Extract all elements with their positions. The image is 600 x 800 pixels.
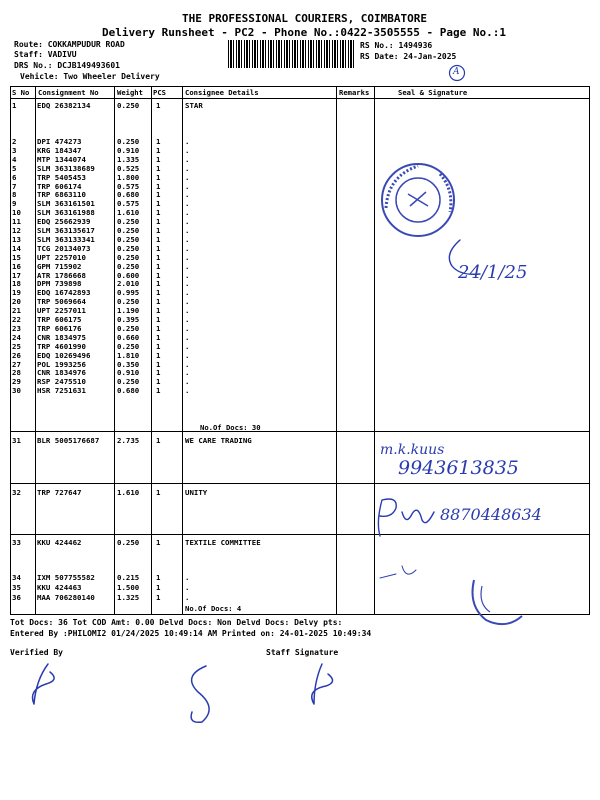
cell-sno: 1 [12, 101, 17, 110]
header-remarks: Remarks [339, 88, 370, 97]
cell-sno: 7 [12, 181, 17, 191]
table-header-border [10, 98, 590, 99]
route-label: Route: COKKAMPUDUR ROAD [14, 40, 125, 49]
cell-pcs: 1 [156, 583, 161, 592]
cell-consignment-no: SLM 363138689 [37, 163, 95, 173]
cell-consignment-no: BLR 5005176687 [37, 436, 100, 445]
cell-consignment-no: DPI 474273 [37, 137, 82, 146]
cell-sno: 31 [12, 436, 21, 445]
cell-consignment-no: SLM 363161988 [37, 208, 95, 218]
cell-pcs: 1 [156, 368, 161, 378]
cell-consignment-no: UPT 2257011 [37, 306, 86, 316]
cell-consignment-no: TCG 20134073 [37, 243, 91, 253]
col-line-4 [182, 86, 183, 614]
cell-sno: 15 [12, 252, 21, 262]
cell-consignment-no: TRP 5069664 [37, 297, 86, 307]
header-seal: Seal & Signature [398, 88, 468, 97]
cell-consignee: . [185, 172, 190, 182]
handwritten-date: 24/1/25 [458, 262, 528, 283]
cell-pcs: 1 [156, 488, 161, 497]
cell-consignee: . [185, 137, 190, 146]
col-line-0 [10, 86, 11, 614]
cell-pcs: 1 [156, 341, 161, 351]
vehicle-label: Vehicle: Two Wheeler Delivery [20, 72, 160, 81]
cell-pcs: 1 [156, 306, 161, 316]
runsheet-title: Delivery Runsheet - PC2 - Phone No.:0422-3505555 - Page No.:1 [102, 26, 506, 39]
cell-sno: 21 [12, 306, 21, 316]
cell-consignment-no: CNR 1834976 [37, 368, 86, 378]
cell-sno: 14 [12, 243, 21, 253]
group-divider-1 [10, 431, 590, 432]
cell-consignee: . [185, 261, 190, 271]
cell-sno: 5 [12, 163, 17, 173]
cell-sno: 22 [12, 315, 21, 324]
header-weight: Weight [117, 88, 143, 97]
cell-sno: 33 [12, 538, 21, 547]
cell-weight: 1.610 [117, 488, 140, 497]
cell-consignee: . [185, 145, 190, 155]
totals-line: Tot Docs: 36 Tot COD Amt: 0.00 Delvd Docs: Non Delvd Docs: Delvy pts: [10, 618, 343, 627]
cell-pcs: 1 [156, 172, 161, 182]
cell-consignee: . [185, 573, 190, 582]
cell-consignee: . [185, 593, 190, 602]
cell-weight: 0.250 [117, 252, 140, 262]
cell-pcs: 1 [156, 234, 161, 244]
cell-consignee: . [185, 226, 190, 235]
cell-pcs: 1 [156, 538, 161, 547]
cell-weight: 1.610 [117, 208, 140, 218]
cell-pcs: 1 [156, 181, 161, 191]
cell-consignment-no: TRP 5405453 [37, 172, 86, 182]
col-line-5 [336, 86, 337, 614]
cell-consignment-no: UPT 2257010 [37, 252, 86, 262]
cell-sno: 9 [12, 199, 17, 209]
cell-sno: 4 [12, 154, 17, 164]
cell-consignment-no: RSP 2475510 [37, 377, 86, 387]
cell-consignee: . [185, 288, 190, 298]
cell-consignment-no: KKU 424462 [37, 538, 82, 547]
cell-weight: 0.660 [117, 332, 140, 342]
cell-consignment-no: EDQ 26382134 [37, 101, 91, 110]
cell-sno: 13 [12, 234, 21, 244]
cell-consignment-no: TRP 4601990 [37, 341, 86, 351]
cell-consignee: UNITY [185, 488, 208, 497]
cell-pcs: 1 [156, 377, 161, 387]
col-line-3 [151, 86, 152, 614]
cell-weight: 0.250 [117, 297, 140, 307]
cell-weight: 0.250 [117, 226, 140, 235]
cell-sno: 11 [12, 217, 21, 227]
group2-doc-count: No.Of Docs: 4 [185, 604, 242, 613]
cell-consignment-no: EDQ 16742893 [37, 288, 91, 298]
handwritten-name: m.k.kuus [380, 442, 445, 458]
cell-pcs: 1 [156, 332, 161, 342]
cell-consignee: TEXTILE COMMITTEE [185, 538, 261, 547]
company-stamp [378, 160, 458, 240]
cell-weight: 0.250 [117, 243, 140, 253]
cell-weight: 0.680 [117, 190, 140, 200]
cell-consignment-no: DPM 739898 [37, 279, 82, 289]
cell-weight: 1.335 [117, 154, 140, 164]
cell-consignee: . [185, 234, 190, 244]
cell-consignee: WE CARE TRADING [185, 436, 252, 445]
cell-consignee: . [185, 350, 190, 360]
cell-weight: 0.250 [117, 261, 140, 271]
cell-weight: 0.910 [117, 145, 140, 155]
cell-sno: 25 [12, 341, 21, 351]
cell-weight: 1.190 [117, 306, 140, 316]
rs-date: RS Date: 24-Jan-2025 [360, 52, 457, 61]
cell-consignment-no: POL 1993256 [37, 359, 86, 369]
cell-consignment-no: GPM 715902 [37, 261, 82, 271]
staff-signature [296, 660, 346, 710]
cell-sno: 24 [12, 332, 21, 342]
cell-consignee: . [185, 359, 190, 369]
cell-pcs: 1 [156, 315, 161, 324]
cell-pcs: 1 [156, 359, 161, 369]
staff-signature-label: Staff Signature [266, 648, 339, 657]
cell-pcs: 1 [156, 154, 161, 164]
group-divider-3 [10, 534, 590, 535]
cell-weight: 0.600 [117, 270, 140, 280]
cell-weight: 1.800 [117, 172, 140, 182]
cell-weight: 0.250 [117, 137, 140, 146]
cell-consignee: . [185, 297, 190, 307]
cell-sno: 30 [12, 386, 21, 396]
cell-pcs: 1 [156, 323, 161, 333]
entered-by-line: Entered By :PHILOMI2 01/24/2025 10:49:14 AM Printed on: 24-01-2025 10:49:34 [10, 629, 372, 638]
cell-pcs: 1 [156, 199, 161, 209]
cell-pcs: 1 [156, 350, 161, 360]
cell-sno: 16 [12, 261, 21, 271]
cell-sno: 10 [12, 208, 21, 218]
cell-consignee: . [185, 368, 190, 378]
cell-consignee: . [185, 332, 190, 342]
barcode [228, 40, 356, 68]
cell-pcs: 1 [156, 208, 161, 218]
cell-weight: 0.680 [117, 386, 140, 396]
cell-consignee: . [185, 270, 190, 280]
cell-consignee: . [185, 181, 190, 191]
cell-consignment-no: KKU 424463 [37, 583, 82, 592]
cell-consignee: . [185, 163, 190, 173]
cell-pcs: 1 [156, 163, 161, 173]
header-pcs: PCS [153, 88, 166, 97]
cell-weight: 0.250 [117, 323, 140, 333]
cell-sno: 29 [12, 377, 21, 387]
cell-consignment-no: TRP 606176 [37, 323, 82, 333]
cell-consignee: . [185, 306, 190, 316]
cell-weight: 0.910 [117, 368, 140, 378]
header-consignment: Consignment No [38, 88, 99, 97]
cell-pcs: 1 [156, 101, 161, 110]
cell-sno: 26 [12, 350, 21, 360]
cell-weight: 0.250 [117, 341, 140, 351]
cell-consignee: . [185, 217, 190, 227]
cell-sno: 3 [12, 145, 17, 155]
cell-sno: 23 [12, 323, 21, 333]
drs-number: DRS No.: DCJB149493601 [14, 61, 120, 70]
cell-pcs: 1 [156, 436, 161, 445]
cell-weight: 0.250 [117, 377, 140, 387]
cell-sno: 27 [12, 359, 21, 369]
group1-doc-count: No.Of Docs: 30 [200, 423, 261, 432]
cell-consignee: . [185, 377, 190, 387]
cell-consignment-no: TRP 606174 [37, 181, 82, 191]
company-name: THE PROFESSIONAL COURIERS, COIMBATORE [182, 12, 428, 25]
cell-weight: 1.325 [117, 593, 140, 602]
cell-pcs: 1 [156, 217, 161, 227]
cell-sno: 17 [12, 270, 21, 280]
cell-sno: 19 [12, 288, 21, 298]
receiver-signature-2 [372, 492, 442, 542]
circled-letter: A [453, 67, 460, 77]
cell-pcs: 1 [156, 137, 161, 146]
cell-consignee: . [185, 315, 190, 324]
cell-sno: 12 [12, 226, 21, 235]
cell-weight: 0.995 [117, 288, 140, 298]
cell-consignee: STAR [185, 101, 203, 110]
cell-consignment-no: SLM 363133341 [37, 234, 95, 244]
cell-pcs: 1 [156, 573, 161, 582]
cell-consignment-no: ATR 1786668 [37, 270, 86, 280]
cell-pcs: 1 [156, 243, 161, 253]
group-divider-2 [10, 483, 590, 484]
cell-consignment-no: IXM 507755582 [37, 573, 95, 582]
cell-sno: 36 [12, 593, 21, 602]
cell-consignment-no: SLM 363161501 [37, 199, 95, 209]
cell-consignment-no: CNR 1834975 [37, 332, 86, 342]
cell-weight: 2.010 [117, 279, 140, 289]
cell-consignee: . [185, 199, 190, 209]
cell-weight: 0.250 [117, 538, 140, 547]
cell-consignment-no: TRP 727647 [37, 488, 82, 497]
cell-consignee: . [185, 208, 190, 218]
col-line-7 [589, 86, 590, 614]
cell-pcs: 1 [156, 252, 161, 262]
cell-weight: 1.810 [117, 350, 140, 360]
cell-sno: 6 [12, 172, 17, 182]
rs-number: RS No.: 1494936 [360, 41, 433, 50]
verified-by-label: Verified By [10, 648, 63, 657]
cell-weight: 0.250 [117, 101, 140, 110]
cell-consignee: . [185, 243, 190, 253]
cell-consignee: . [185, 341, 190, 351]
cell-consignee: . [185, 386, 190, 396]
scribble-mark [376, 556, 436, 586]
handwritten-phone-1: 9943613835 [398, 457, 519, 479]
cell-consignee: . [185, 583, 190, 592]
verifier-signature [20, 660, 70, 710]
cell-consignee: . [185, 323, 190, 333]
cell-consignment-no: TRP 6863110 [37, 190, 86, 200]
cell-pcs: 1 [156, 261, 161, 271]
cell-sno: 20 [12, 297, 21, 307]
cell-weight: 0.215 [117, 573, 140, 582]
cell-consignment-no: SLM 363135617 [37, 226, 95, 235]
header-sno: S No [12, 88, 30, 97]
cell-sno: 34 [12, 573, 21, 582]
cell-pcs: 1 [156, 226, 161, 235]
cell-weight: 0.575 [117, 181, 140, 191]
cell-sno: 35 [12, 583, 21, 592]
cell-weight: 2.735 [117, 436, 140, 445]
cell-consignment-no: KRG 184347 [37, 145, 82, 155]
middle-signature [176, 662, 226, 728]
cell-weight: 0.250 [117, 234, 140, 244]
cell-pcs: 1 [156, 297, 161, 307]
cell-consignee: . [185, 279, 190, 289]
cell-weight: 0.575 [117, 199, 140, 209]
cell-sno: 28 [12, 368, 21, 378]
cell-consignee: . [185, 154, 190, 164]
cell-pcs: 1 [156, 145, 161, 155]
cell-weight: 1.500 [117, 583, 140, 592]
cell-pcs: 1 [156, 288, 161, 298]
cell-pcs: 1 [156, 386, 161, 396]
cell-weight: 0.395 [117, 315, 140, 324]
cell-pcs: 1 [156, 279, 161, 289]
col-line-2 [114, 86, 115, 614]
header-consignee: Consignee Details [185, 88, 259, 97]
cell-consignee: . [185, 252, 190, 262]
cell-consignment-no: MTP 1344074 [37, 154, 86, 164]
cell-weight: 0.525 [117, 163, 140, 173]
cell-consignee: . [185, 190, 190, 200]
cell-consignment-no: TRP 606175 [37, 315, 82, 324]
cell-sno: 32 [12, 488, 21, 497]
cell-consignment-no: EDQ 10269496 [37, 350, 91, 360]
cell-sno: 18 [12, 279, 21, 289]
cell-weight: 0.250 [117, 217, 140, 227]
col-line-1 [35, 86, 36, 614]
cell-consignment-no: MAA 706280140 [37, 593, 95, 602]
cell-weight: 0.350 [117, 359, 140, 369]
table-top-border [10, 86, 590, 87]
cell-consignment-no: HSR 7251631 [37, 386, 86, 396]
cell-pcs: 1 [156, 270, 161, 280]
cell-consignment-no: EDQ 25662939 [37, 217, 91, 227]
staff-label: Staff: VADIVU [14, 50, 77, 59]
partial-stamp [466, 570, 526, 630]
handwritten-phone-2: 8870448634 [440, 505, 542, 524]
cell-pcs: 1 [156, 190, 161, 200]
cell-sno: 2 [12, 137, 17, 146]
cell-sno: 8 [12, 190, 17, 200]
cell-pcs: 1 [156, 593, 161, 602]
